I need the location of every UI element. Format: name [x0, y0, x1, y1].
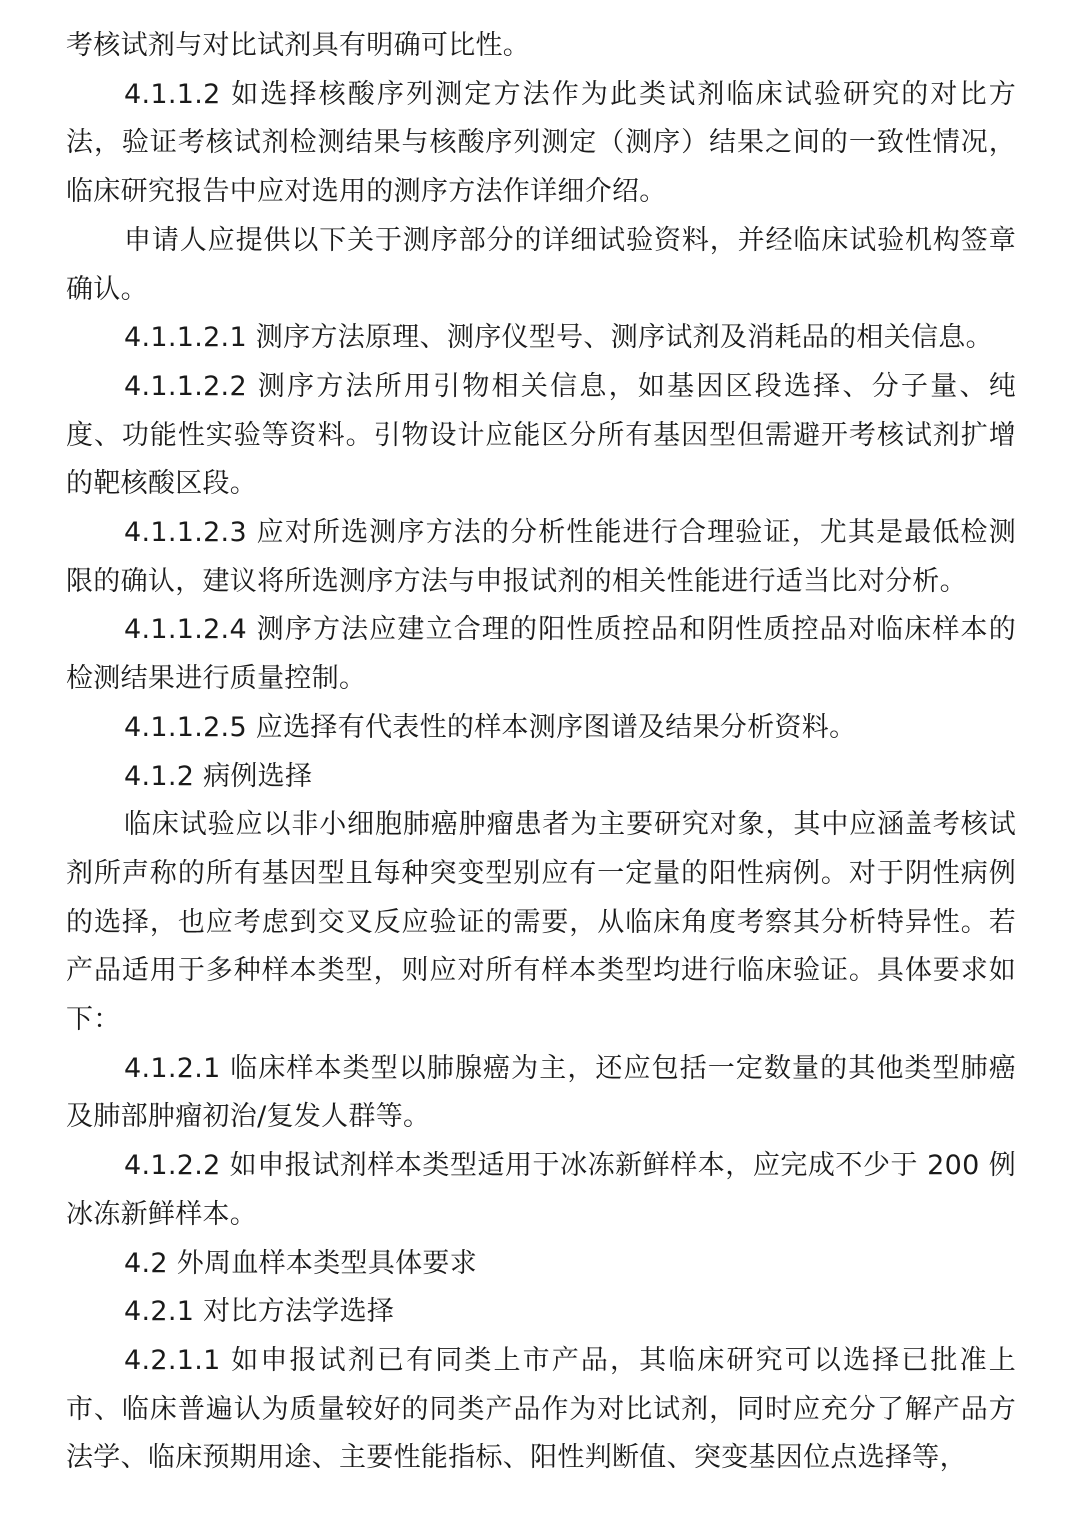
paragraph-4-1-2-1: 4.1.2.1 临床样本类型以肺腺癌为主，还应包括一定数量的其他类型肺癌及肺部肿瘤初治/复发人群等。	[66, 1052, 1016, 1133]
paragraph-4-1-1-2-2: 4.1.1.2.2 测序方法所用引物相关信息，如基因区段选择、分子量、纯度、功能性实验等资料。引物设计应能区分所有基因型但需避开考核试剂扩增的靶核酸区段。	[66, 370, 1016, 500]
paragraph-4-1-1-2-3: 4.1.1.2.3 应对所选测序方法的分析性能进行合理验证，尤其是最低检测限的确认，建议将所选测序方法与申报试剂的相关性能进行适当比对分析。	[66, 517, 1016, 597]
paragraph-4-1-2-2: 4.1.2.2 如申报试剂样本类型适用于冰冻新鲜样本，应完成不少于 200 例冰冻新鲜样本。	[66, 1150, 1016, 1230]
paragraph-applicant-requirements: 申请人应提供以下关于测序部分的详细试验资料，并经临床试验机构签章确认。	[66, 224, 1016, 305]
paragraph-continuation: 考核试剂与对比试剂具有明确可比性。	[66, 30, 531, 61]
heading-4-1-2: 4.1.2 病例选择	[124, 760, 313, 792]
heading-4-2-1: 4.2.1 对比方法学选择	[124, 1296, 395, 1328]
paragraph-4-2-1-1: 4.2.1.1 如申报试剂已有同类上市产品，其临床研究可以选择已批准上市、临床普遍认为质量较好的同类产品作为对比试剂，同时应充分了解产品方法学、临床预期用途、主要性能指标、阳性判断值、突变基因位点选择等，	[66, 1344, 1016, 1474]
paragraph-case-selection: 临床试验应以非小细胞肺癌肿瘤患者为主要研究对象，其中应涵盖考核试剂所声称的所有基因型且每种突变型别应有一定量的阳性病例。对于阴性病例的选择，也应考虑到交叉反应验证的需要，从临床角度考察其分析特异性。若产品适用于多种样本类型，则应对所有样本类型均进行临床验证。具体要求如下：	[66, 809, 1016, 1036]
paragraph-4-1-1-2-5: 4.1.1.2.5 应选择有代表性的样本测序图谱及结果分析资料。	[124, 711, 857, 743]
paragraph-4-1-1-2-4: 4.1.1.2.4 测序方法应建立合理的阳性质控品和阴性质控品对临床样本的检测结果进行质量控制。	[66, 614, 1016, 695]
paragraph-4-1-1-2-1: 4.1.1.2.1 测序方法原理、测序仪型号、测序试剂及消耗品的相关信息。	[124, 322, 993, 354]
paragraph-4-1-1-2: 4.1.1.2 如选择核酸序列测定方法作为此类试剂临床试验研究的对比方法，验证考核试剂检测结果与核酸序列测定（测序）结果之间的一致性情况，临床研究报告中应对选用的测序方法作详细介绍。	[66, 78, 1016, 208]
heading-4-2: 4.2 外周血样本类型具体要求	[124, 1247, 478, 1279]
